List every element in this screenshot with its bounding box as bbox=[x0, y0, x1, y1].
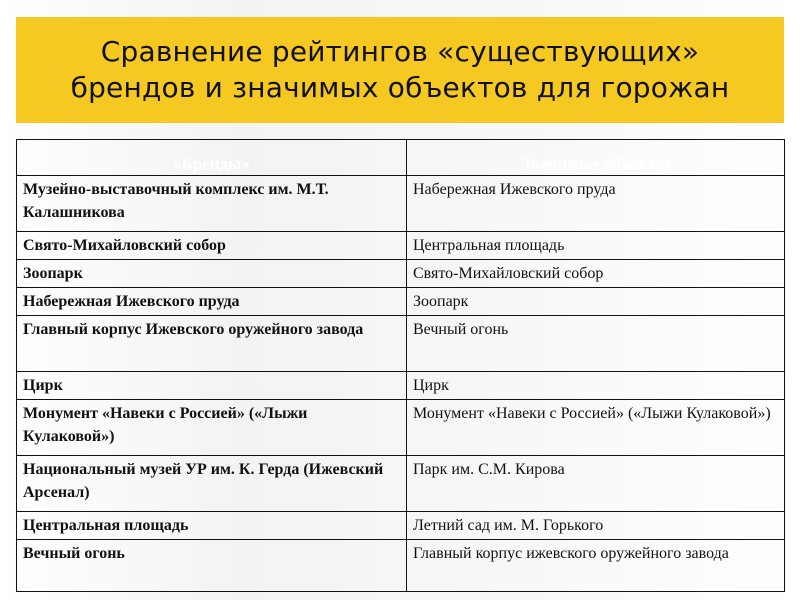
header-significant-objects: Значимые объекты bbox=[407, 140, 785, 176]
brand-cell: Набережная Ижевского пруда bbox=[17, 288, 407, 316]
slide-title-line-1: Сравнение рейтингов «существующих» bbox=[100, 35, 700, 68]
brand-cell: Зоопарк bbox=[17, 260, 407, 288]
table-row bbox=[17, 316, 785, 372]
brand-cell: Национальный музей УР им. К. Герда (Ижевский Арсенал) bbox=[17, 456, 407, 512]
brand-cell: Центральная площадь bbox=[17, 512, 407, 540]
brand-cell: Монумент «Навеки с Россией» («Лыжи Кулаковой») bbox=[17, 400, 407, 456]
table-row bbox=[17, 456, 785, 512]
significant-object-cell: Зоопарк bbox=[407, 288, 785, 316]
table-row bbox=[17, 232, 785, 260]
table-row bbox=[17, 176, 785, 232]
brand-cell: Музейно-выставочный комплекс им. М.Т. Калашникова bbox=[17, 176, 407, 232]
brand-cell: Цирк bbox=[17, 372, 407, 400]
significant-object-cell: Парк им. С.М. Кирова bbox=[407, 456, 785, 512]
significant-object-cell: Летний сад им. М. Горького bbox=[407, 512, 785, 540]
significant-object-cell: Свято-Михайловский собор bbox=[407, 260, 785, 288]
significant-object-cell: Центральная площадь bbox=[407, 232, 785, 260]
brand-cell: Главный корпус Ижевского оружейного завода bbox=[17, 316, 407, 372]
comparison-table bbox=[16, 139, 785, 592]
slide-title-line-2: брендов и значимых объектов для горожан bbox=[70, 71, 730, 104]
slide-title-banner bbox=[16, 17, 784, 123]
significant-object-cell: Монумент «Навеки с Россией» («Лыжи Кулаковой») bbox=[407, 400, 785, 456]
table-row bbox=[17, 512, 785, 540]
significant-object-cell: Главный корпус ижевского оружейного завода bbox=[407, 540, 785, 592]
significant-object-cell: Вечный огонь bbox=[407, 316, 785, 372]
brand-cell: Свято-Михайловский собор bbox=[17, 232, 407, 260]
table-row bbox=[17, 288, 785, 316]
table-row bbox=[17, 372, 785, 400]
table-row bbox=[17, 540, 785, 592]
significant-object-cell: Набережная Ижевского пруда bbox=[407, 176, 785, 232]
header-brands: «Бренды» bbox=[17, 140, 407, 176]
table-row bbox=[17, 400, 785, 456]
significant-object-cell: Цирк bbox=[407, 372, 785, 400]
table-body bbox=[17, 176, 785, 592]
brand-cell: Вечный огонь bbox=[17, 540, 407, 592]
table-header-row bbox=[17, 140, 785, 176]
table-row bbox=[17, 260, 785, 288]
